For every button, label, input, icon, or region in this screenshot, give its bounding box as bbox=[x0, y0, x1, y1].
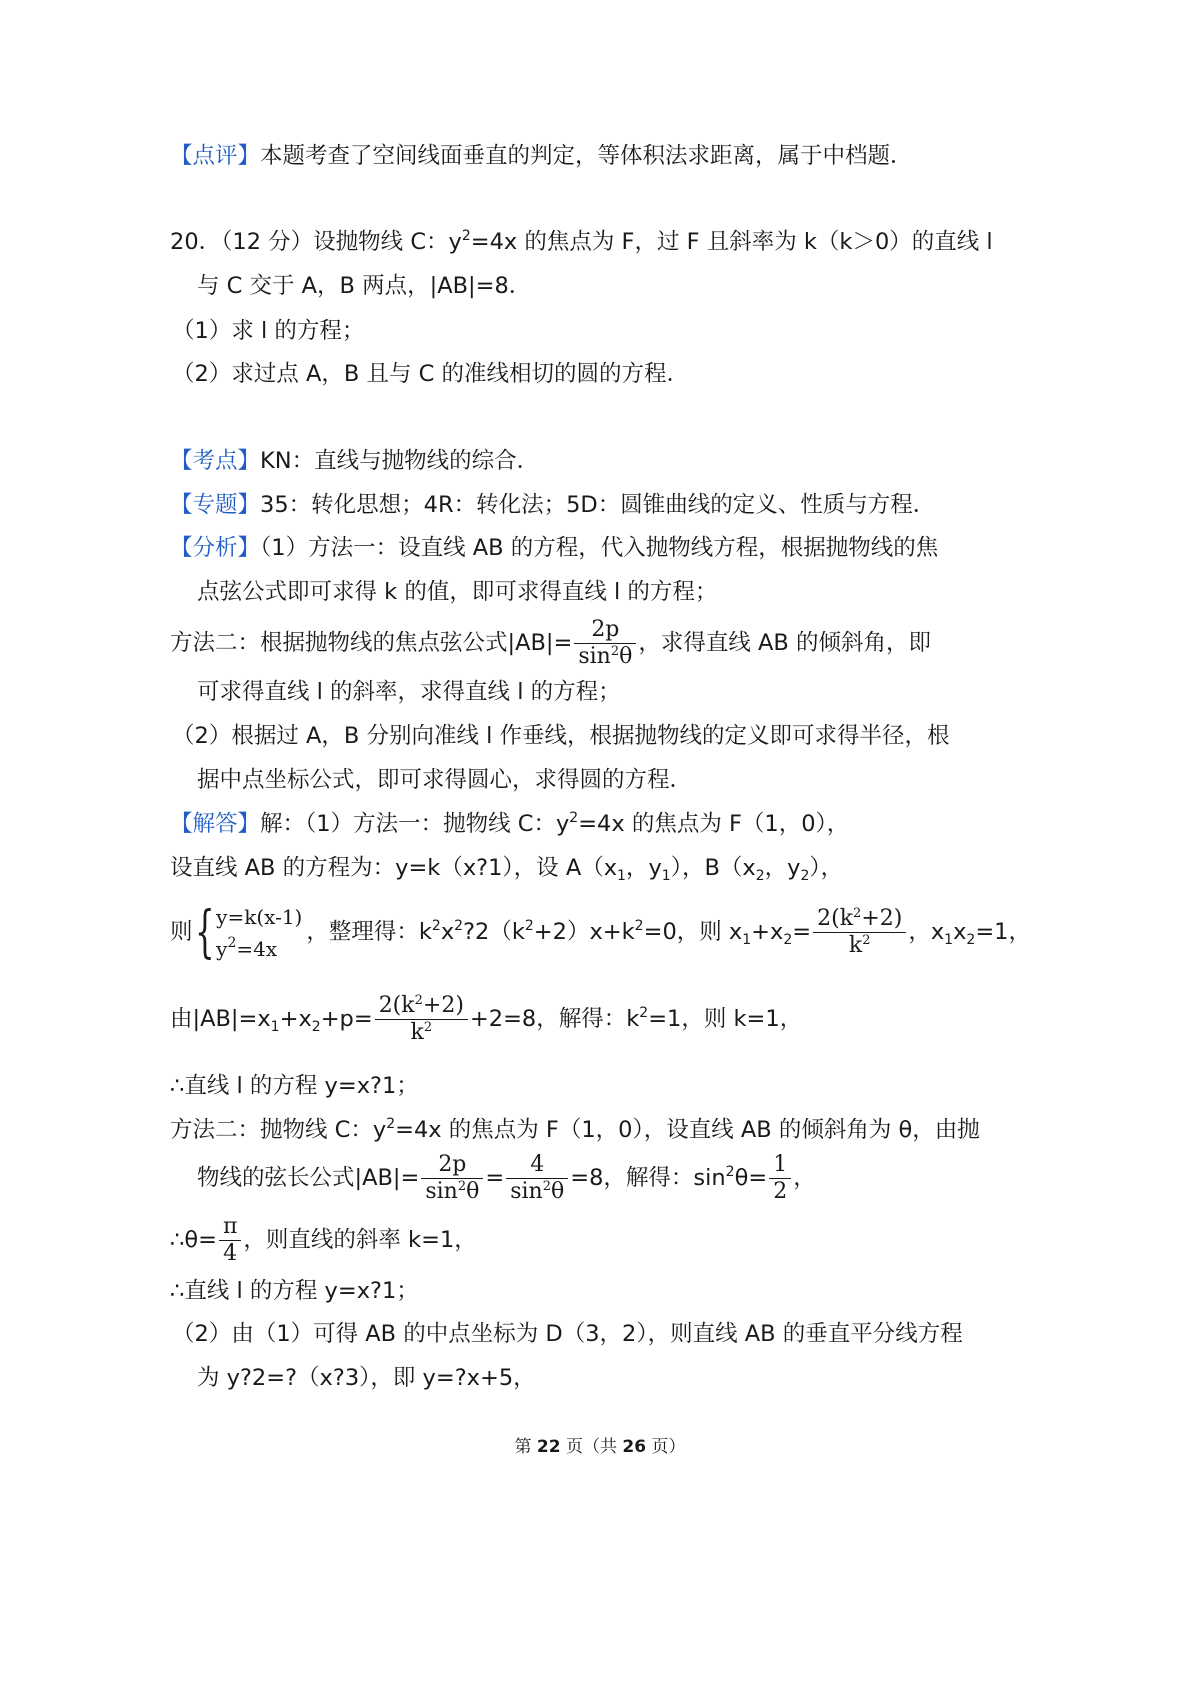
solution-text: x+5， bbox=[466, 1365, 536, 1391]
solution-line-2 bbox=[170, 852, 843, 884]
denominator-text: k bbox=[848, 933, 863, 958]
solution-text: =0，则 x bbox=[643, 919, 743, 945]
solution-text: 3），即 y= bbox=[344, 1365, 455, 1391]
solution-text: 物线的弦长公式|AB|= bbox=[197, 1165, 420, 1191]
solution-text: +2）x+k bbox=[533, 919, 635, 945]
superscript: 2 bbox=[414, 993, 423, 1008]
subscript: 2 bbox=[311, 1019, 321, 1035]
sum-roots-fraction bbox=[813, 906, 906, 959]
footer-text: 第 bbox=[514, 1437, 537, 1457]
superscript: 2 bbox=[386, 1116, 396, 1132]
problem-text: 20．（12 分）设抛物线 C：y bbox=[170, 229, 462, 255]
chord-fraction-2 bbox=[506, 1152, 568, 1205]
solution-text: x bbox=[440, 919, 455, 945]
theta-text: θ bbox=[619, 644, 633, 669]
solution-text: = bbox=[485, 1165, 505, 1191]
solution-line-5 bbox=[170, 1070, 419, 1102]
tag-review: 【点评】 bbox=[170, 143, 261, 169]
solution-line-3 bbox=[170, 898, 1031, 966]
superscript: 2 bbox=[853, 906, 862, 921]
fraction-numerator: 2p bbox=[591, 617, 620, 642]
missing-glyph: ? bbox=[370, 1278, 382, 1304]
solution-line-4 bbox=[170, 990, 802, 1048]
chord-formula-fraction bbox=[574, 617, 636, 670]
analysis-text: 方法二：根据抛物线的焦点弦公式|AB|= bbox=[170, 630, 573, 656]
tag-knowledge-point: 【考点】 bbox=[170, 448, 261, 474]
analysis-text: （1）方法一：设直线 AB 的方程，代入抛物线方程，根据抛物线的焦 bbox=[260, 535, 939, 561]
review-line bbox=[170, 140, 913, 172]
theta-text: θ bbox=[551, 1179, 565, 1204]
solution-text: 由|AB|=x bbox=[170, 1006, 271, 1032]
superscript: 2 bbox=[634, 918, 644, 934]
superscript: 2 bbox=[457, 1179, 467, 1194]
superscript: 2 bbox=[569, 810, 579, 826]
solution-text: +p= bbox=[320, 1006, 373, 1032]
equation-text: =4x bbox=[236, 936, 278, 961]
tag-analysis: 【分析】 bbox=[170, 535, 261, 561]
solution-text: ，y bbox=[625, 855, 662, 881]
solution-text: 1； bbox=[381, 1278, 419, 1304]
superscript: 2 bbox=[725, 1164, 735, 1180]
solution-text: +x bbox=[279, 1006, 312, 1032]
subscript: 1 bbox=[742, 932, 752, 948]
solution-text: 为 y bbox=[197, 1365, 240, 1391]
superscript: 2 bbox=[423, 1020, 433, 1035]
solution-text: ， bbox=[793, 1165, 816, 1191]
solution-line-6 bbox=[170, 1114, 980, 1146]
page-footer bbox=[0, 1432, 1200, 1457]
fraction-denominator: 2 bbox=[773, 1179, 788, 1204]
knowledge-point-text: KN：直线与抛物线的综合． bbox=[260, 448, 540, 474]
solution-text: （x bbox=[297, 1365, 333, 1391]
missing-glyph: ? bbox=[454, 1365, 467, 1391]
subscript: 1 bbox=[270, 1019, 280, 1035]
question-1: （1）求 l 的方程； bbox=[172, 318, 365, 344]
problem-line-1 bbox=[170, 226, 993, 258]
solution-text: ，则直线的斜率 k=1， bbox=[243, 1227, 477, 1253]
footer-text: 页） bbox=[646, 1437, 686, 1457]
fraction-denominator bbox=[506, 1179, 568, 1205]
superscript: 2 bbox=[862, 933, 871, 948]
solution-text: ∴直线 l 的方程 y=x bbox=[170, 1278, 371, 1304]
sin-text: sin bbox=[510, 1179, 543, 1204]
solution-text: 2（k bbox=[475, 919, 525, 945]
subscript: 2 bbox=[783, 932, 793, 948]
knowledge-point-line bbox=[170, 445, 539, 477]
analysis-line-5: （2）根据过 A，B 分别向准线 l 作垂线，根据抛物线的定义即可求得半径，根 bbox=[172, 723, 950, 749]
solution-text: 2= bbox=[251, 1365, 286, 1391]
numerator-text: +2) bbox=[422, 993, 464, 1018]
subscript: 1 bbox=[944, 932, 954, 948]
brace-symbol: { bbox=[194, 899, 215, 965]
solution-text: 1），设 A（x bbox=[488, 855, 618, 881]
solution-line-7 bbox=[197, 1150, 816, 1206]
solution-line-9 bbox=[170, 1275, 419, 1307]
fraction-denominator bbox=[375, 1020, 468, 1046]
page-number: 22 bbox=[536, 1437, 561, 1457]
solution-line-8 bbox=[170, 1212, 477, 1268]
analysis-line-3 bbox=[170, 616, 931, 670]
solution-text: 则 bbox=[170, 919, 193, 945]
analysis-line-4: 可求得直线 l 的斜率，求得直线 l 的方程； bbox=[197, 679, 621, 705]
problem-text: =4x 的焦点为 F，过 F 且斜率为 k（k＞0）的直线 l bbox=[470, 229, 993, 255]
topic-line bbox=[170, 489, 935, 521]
solution-text: ）， bbox=[809, 855, 844, 881]
solution-text: ，整理得：k bbox=[306, 919, 432, 945]
solution-text: = bbox=[792, 919, 812, 945]
theta-text: θ bbox=[466, 1179, 480, 1204]
solution-text: +2=8，解得：k bbox=[469, 1006, 640, 1032]
fraction-numerator: 4 bbox=[530, 1152, 545, 1177]
chord-fraction-1 bbox=[421, 1152, 483, 1205]
sin-text: sin bbox=[578, 644, 611, 669]
superscript: 2 bbox=[524, 918, 534, 934]
fraction-denominator bbox=[421, 1179, 483, 1205]
total-pages: 26 bbox=[622, 1437, 647, 1457]
fraction-numerator: 2p bbox=[438, 1152, 467, 1177]
equation-text: y bbox=[216, 936, 228, 961]
superscript: 2 bbox=[431, 918, 441, 934]
subscript: 2 bbox=[966, 932, 976, 948]
solution-text: 方法二：抛物线 C：y bbox=[170, 1117, 387, 1143]
fraction-denominator bbox=[574, 644, 636, 670]
system-equation-2 bbox=[216, 933, 302, 965]
solution-text: =1， bbox=[975, 919, 1031, 945]
superscript: 2 bbox=[610, 644, 620, 659]
solution-text: 解：（1）方法一：抛物线 C：y bbox=[260, 811, 570, 837]
superscript: 2 bbox=[227, 934, 237, 951]
tag-topic: 【专题】 bbox=[170, 492, 261, 518]
solution-text: ，x bbox=[908, 919, 945, 945]
review-text: 本题考查了空间线面垂直的判定，等体积法求距离，属于中档题． bbox=[260, 143, 913, 169]
tag-solution: 【解答】 bbox=[170, 811, 261, 837]
solution-text: ，y bbox=[764, 855, 801, 881]
solution-text: +x bbox=[751, 919, 784, 945]
solution-line-10: （2）由（1）可得 AB 的中点坐标为 D（3，2），则直线 AB 的垂直平分线方程 bbox=[172, 1321, 963, 1347]
solution-text: 1； bbox=[381, 1073, 419, 1099]
subscript: 2 bbox=[800, 868, 810, 884]
solution-text: θ= bbox=[734, 1165, 768, 1191]
solution-text: =1，则 k=1， bbox=[648, 1006, 803, 1032]
fraction-numerator: 1 bbox=[773, 1152, 788, 1177]
problem-line-2: 与 C 交于 A，B 两点，|AB|=8． bbox=[197, 273, 532, 299]
missing-glyph: ? bbox=[370, 1073, 382, 1099]
superscript: 2 bbox=[461, 228, 471, 244]
analysis-text: ，求得直线 AB 的倾斜角，即 bbox=[638, 630, 932, 656]
analysis-line-1 bbox=[170, 532, 938, 564]
solution-text: ∴直线 l 的方程 y=x bbox=[170, 1073, 371, 1099]
solution-text: ），B（x bbox=[670, 855, 756, 881]
solution-text: 设直线 AB 的方程为：y=k（x bbox=[170, 855, 477, 881]
analysis-line-6: 据中点坐标公式，即可求得圆心，求得圆的方程． bbox=[197, 767, 693, 793]
equation-system bbox=[193, 901, 303, 965]
solution-text: =8，解得：sin bbox=[570, 1165, 726, 1191]
solution-line-1 bbox=[170, 808, 849, 840]
superscript: 2 bbox=[542, 1179, 552, 1194]
sin-text: sin bbox=[425, 1179, 458, 1204]
fraction-numerator: π bbox=[222, 1214, 238, 1239]
missing-glyph: ? bbox=[463, 919, 476, 945]
half-fraction bbox=[769, 1152, 791, 1205]
solution-line-11 bbox=[197, 1362, 536, 1394]
analysis-line-2: 点弦公式即可求得 k 的值，即可求得直线 l 的方程； bbox=[197, 579, 718, 605]
system-equation-1: y=k(x-1) bbox=[216, 904, 303, 929]
missing-glyph: ? bbox=[285, 1365, 298, 1391]
superscript: 2 bbox=[454, 918, 464, 934]
question-2: （2）求过点 A，B 且与 C 的准线相切的圆的方程． bbox=[172, 361, 689, 387]
footer-text: 页（共 bbox=[560, 1437, 623, 1457]
subscript: 1 bbox=[661, 868, 671, 884]
numerator-text: 2(k bbox=[817, 906, 854, 931]
system-rows bbox=[216, 901, 302, 965]
missing-glyph: ? bbox=[476, 855, 489, 881]
solution-text: x bbox=[953, 919, 967, 945]
fraction-numerator bbox=[375, 993, 468, 1019]
fraction-numerator bbox=[813, 906, 906, 932]
missing-glyph: ? bbox=[239, 1365, 252, 1391]
subscript: 2 bbox=[755, 868, 765, 884]
numerator-text: +2) bbox=[861, 906, 903, 931]
solution-text: =4x 的焦点为 F（1，0）， bbox=[578, 811, 850, 837]
ab-length-fraction bbox=[375, 993, 468, 1046]
superscript: 2 bbox=[639, 1005, 649, 1021]
solution-text: =4x 的焦点为 F（1，0），设直线 AB 的倾斜角为 θ，由抛 bbox=[395, 1117, 980, 1143]
missing-glyph: ? bbox=[332, 1365, 345, 1391]
solution-text: ∴θ= bbox=[170, 1227, 217, 1253]
topic-text: 35：转化思想；4R：转化法；5D：圆锥曲线的定义、性质与方程． bbox=[260, 492, 936, 518]
fraction-denominator: 4 bbox=[223, 1241, 238, 1266]
subscript: 1 bbox=[617, 868, 626, 884]
numerator-text: 2(k bbox=[378, 993, 415, 1018]
fraction-denominator bbox=[813, 933, 906, 959]
denominator-text: k bbox=[410, 1020, 424, 1045]
pi-over-four-fraction bbox=[219, 1214, 241, 1267]
